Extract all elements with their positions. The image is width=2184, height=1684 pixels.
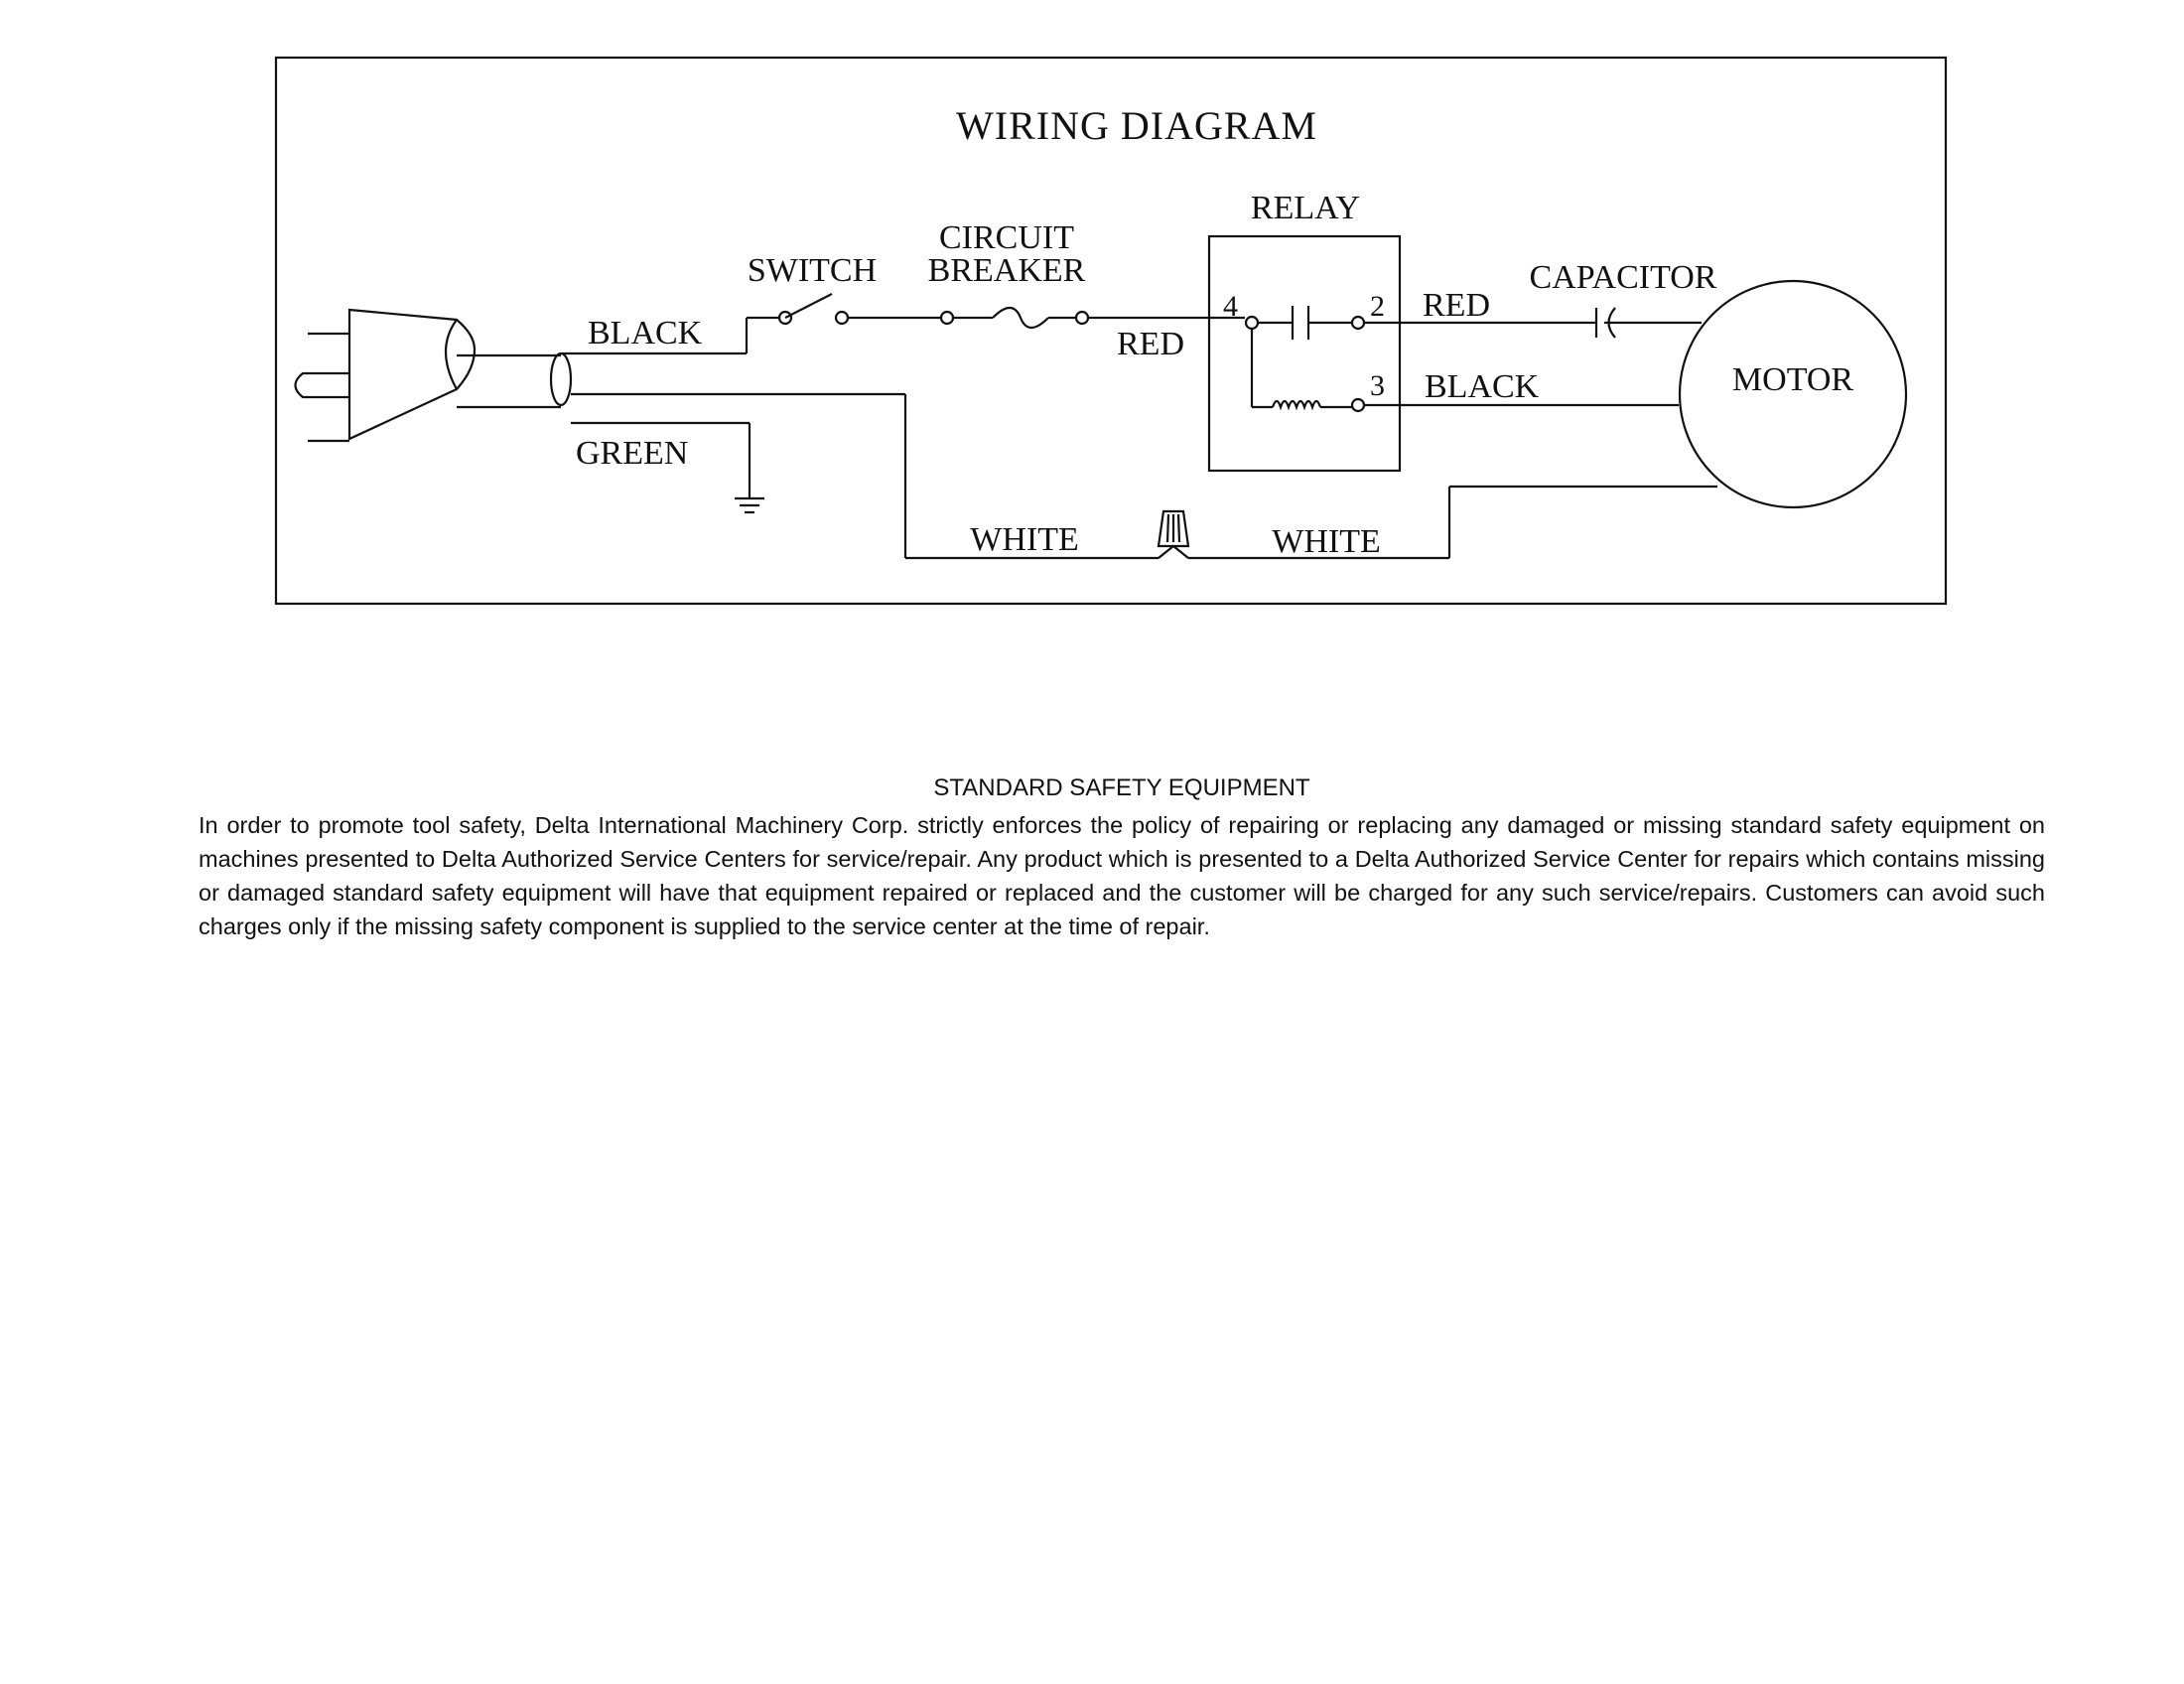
- circuit-breaker-label-line2: BREAKER: [927, 252, 1086, 289]
- wire-nut-icon: [1159, 511, 1188, 558]
- relay-terminal-4: 4: [1223, 290, 1238, 323]
- circuit-breaker-icon: [941, 308, 1088, 328]
- power-cord: [457, 353, 905, 423]
- circuit-breaker-label-line1: CIRCUIT: [939, 219, 1074, 256]
- wire-label-plug-green: GREEN: [576, 435, 689, 472]
- plug-icon: [296, 310, 476, 441]
- capacitor-label: CAPACITOR: [1529, 259, 1717, 296]
- wire-label-relay-red: RED: [1423, 287, 1490, 324]
- relay-coil-icon: [1273, 399, 1364, 411]
- motor-label: MOTOR: [1731, 361, 1854, 398]
- diagram-title: WIRING DIAGRAM: [956, 103, 1317, 148]
- ground-icon: [735, 423, 764, 512]
- relay-contacts: [1246, 306, 1364, 407]
- relay-terminal-3: 3: [1370, 369, 1385, 402]
- wire-label-white-right: WHITE: [1272, 523, 1381, 560]
- relay-label: RELAY: [1250, 190, 1361, 226]
- switch-label: SWITCH: [747, 252, 878, 289]
- safety-notice: [199, 774, 2045, 943]
- wire-label-plug-black: BLACK: [588, 315, 703, 351]
- wire-label-breaker-red: RED: [1117, 326, 1184, 362]
- wire-label-white-left: WHITE: [970, 521, 1079, 558]
- safety-title: STANDARD SAFETY EQUIPMENT: [933, 774, 1310, 801]
- switch-icon: [747, 294, 848, 353]
- relay-box: [1209, 236, 1400, 471]
- wire-label-relay-black: BLACK: [1425, 368, 1540, 405]
- safety-body: In order to promote tool safety, Delta International Machinery Corp. strictly enforces the policy of repairing or replacing any damaged or missing standard safety equipment on machines presented to Delta Authorized Service Centers for service/repair. Any product which is presented to a Delta Authorized Service Center for repairs which contains missing or damaged standard safety equipment will have that equipment repaired or replaced and the customer will be charged for any such service/repairs. Customers can avoid such charges only if the missing safety component is supplied to the service center at the time of repair.: [199, 812, 2045, 939]
- relay-terminal-2: 2: [1370, 290, 1385, 323]
